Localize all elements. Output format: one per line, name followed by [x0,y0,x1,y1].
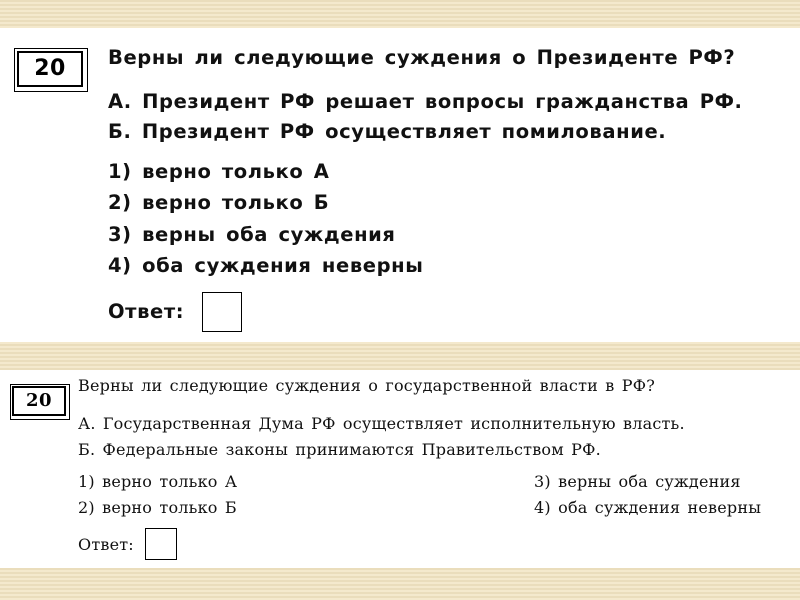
question-title: Верны ли следующие суждения о Президенте РФ? [108,46,736,69]
question-number: 20 [17,51,83,87]
question-card-2 [0,370,800,568]
answer-option-4[interactable]: 4) оба суждения неверны [108,254,424,277]
answer-option-3[interactable]: 3) верны оба суждения [108,223,396,246]
answer-label: Ответ: [108,300,185,323]
statement-a: А. Государственная Дума РФ осуществляет исполнительную власть. [78,414,685,433]
answer-input-box[interactable] [202,292,242,332]
answer-option-4[interactable]: 4) оба суждения неверны [534,498,762,517]
answer-option-3[interactable]: 3) верны оба суждения [534,472,741,491]
statement-b: Б. Федеральные законы принимаются Правительством РФ. [78,440,601,459]
answer-option-2[interactable]: 2) верно только Б [78,498,237,517]
statement-a: А. Президент РФ решает вопросы гражданства РФ. [108,90,743,113]
answer-label: Ответ: [78,535,134,554]
question-card-1 [0,28,800,342]
statement-b: Б. Президент РФ осуществляет помилование. [108,120,667,143]
question-title: Верны ли следующие суждения о государственной власти в РФ? [78,376,656,395]
answer-input-box[interactable] [145,528,177,560]
answer-option-1[interactable]: 1) верно только А [108,160,330,183]
question-number: 20 [12,386,66,416]
answer-option-2[interactable]: 2) верно только Б [108,191,330,214]
answer-option-1[interactable]: 1) верно только А [78,472,238,491]
